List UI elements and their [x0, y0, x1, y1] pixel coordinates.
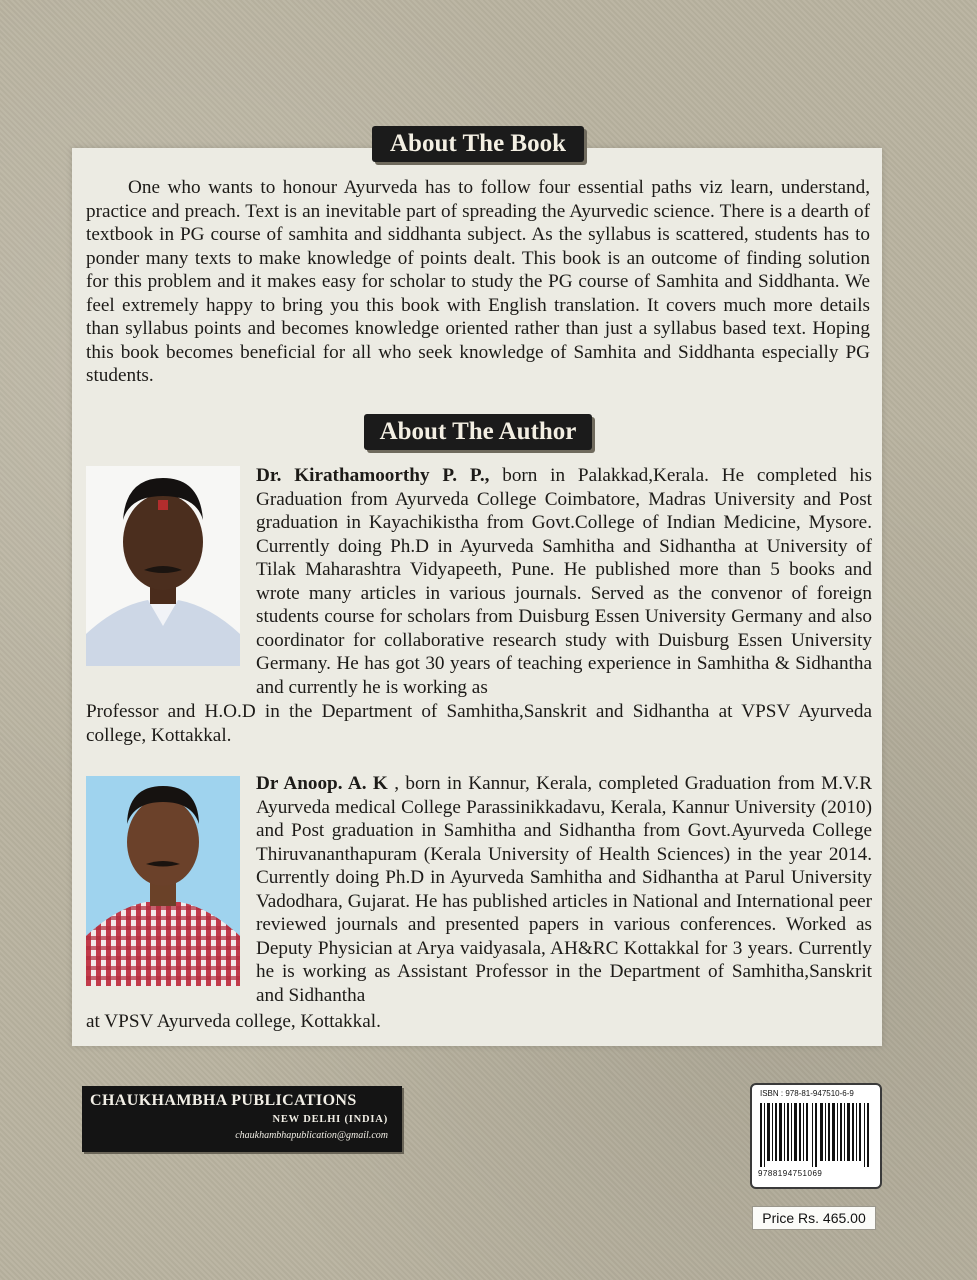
author-2-name: Dr Anoop. A. K [256, 773, 388, 794]
barcode-number: 9788194751069 [758, 1169, 823, 1178]
author-2-bio [256, 772, 872, 1007]
about-book-text: One who wants to honour Ayurveda has to follow four essential paths viz learn, understand, practice and preach. Text is an inevitable part of spreading the Ayurvedic science. There is a dearth of textbook in PG course of samhita and siddhanta subject. As the syllabus is scattered, students has to ponder many texts to make knowledge of points dealt. This book is an outcome of finding solution for this problem and it makes easy for scholar to study the PG course of Samhita and Siddhanta. We feel extremely happy to bring you this book with English translation. It covers much more details than syllabus points and becomes knowledge oriented rather than just a syllabus based text. Hoping this book becomes beneficial for all who seek knowledge of Samhita and Siddhanta especially PG students. [86, 177, 870, 386]
author-2-bio-continued: at VPSV Ayurveda college, Kottakkal. [86, 1011, 381, 1032]
about-author-heading: About The Author [364, 414, 592, 450]
publisher-name: CHAUKHAMBHA PUBLICATIONS [90, 1092, 357, 1109]
author-2-photo [86, 776, 240, 986]
about-book-heading: About The Book [372, 126, 584, 162]
author-1-photo [86, 466, 240, 666]
author-1-name: Dr. Kirathamoorthy P. P., [256, 465, 490, 486]
publisher-city: NEW DELHI (INDIA) [272, 1114, 388, 1125]
author-1-bio-continued: Professor and H.O.D in the Department of Samhitha,Sanskrit and Sidhantha at VPSV Ayurveda college, Kottakkal. [86, 701, 872, 746]
author-1-bio [256, 464, 872, 699]
isbn-barcode [750, 1083, 882, 1189]
isbn-label: ISBN : 978-81-947510-6-9 [760, 1089, 854, 1098]
author-2-bio-text: , born in Kannur, Kerala, completed Graduation from M.V.R Ayurveda medical College Parassinikkadavu, Kerala, Kannur University (2010) and Post graduation in Samhitha and Sidhantha from Govt.Ayurveda College Thiruvananthapuram (Kerala University of Health Sciences) in the year 2014. Currently doing Ph.D in Ayurveda Samhitha and Sidhantha at Parul University Vadodhara, Gujarat. He has published articles in National and International peer reviewed journals and presented papers in various conferences. Worked as Deputy Physician at Arya vaidyasala, AH&RC Kottakkal for 3 years. Currently he is working as Assistant Professor in the Department of Samhitha,Sanskrit and Sidhantha [256, 773, 872, 1006]
publisher-block [82, 1086, 402, 1152]
barcode-bars [760, 1103, 872, 1167]
price-label: Price Rs. 465.00 [752, 1206, 876, 1230]
publisher-email: chaukhambhapublication@gmail.com [235, 1130, 388, 1141]
author-1-bio-text: born in Palakkad,Kerala. He completed his Graduation from Ayurveda College Coimbatore, Madras University and Post graduation in Kayachikistha from Govt.College of Indian Medicine, Mysore. Currently doing Ph.D in Ayurveda Samhitha and Sidhantha at University of Tilak Maharashtra Vidyapeeth, Pune. He published more than 5 books and wrote many articles in various journals. Served as the convenor of foreign students course for scholars from Duisburg Essen University Germany and also coordinator for collaborative research study with Duisburg Essen University Germany. He has got 30 years of teaching experience in Samhitha & Sidhantha and currently he is working as [256, 465, 872, 698]
